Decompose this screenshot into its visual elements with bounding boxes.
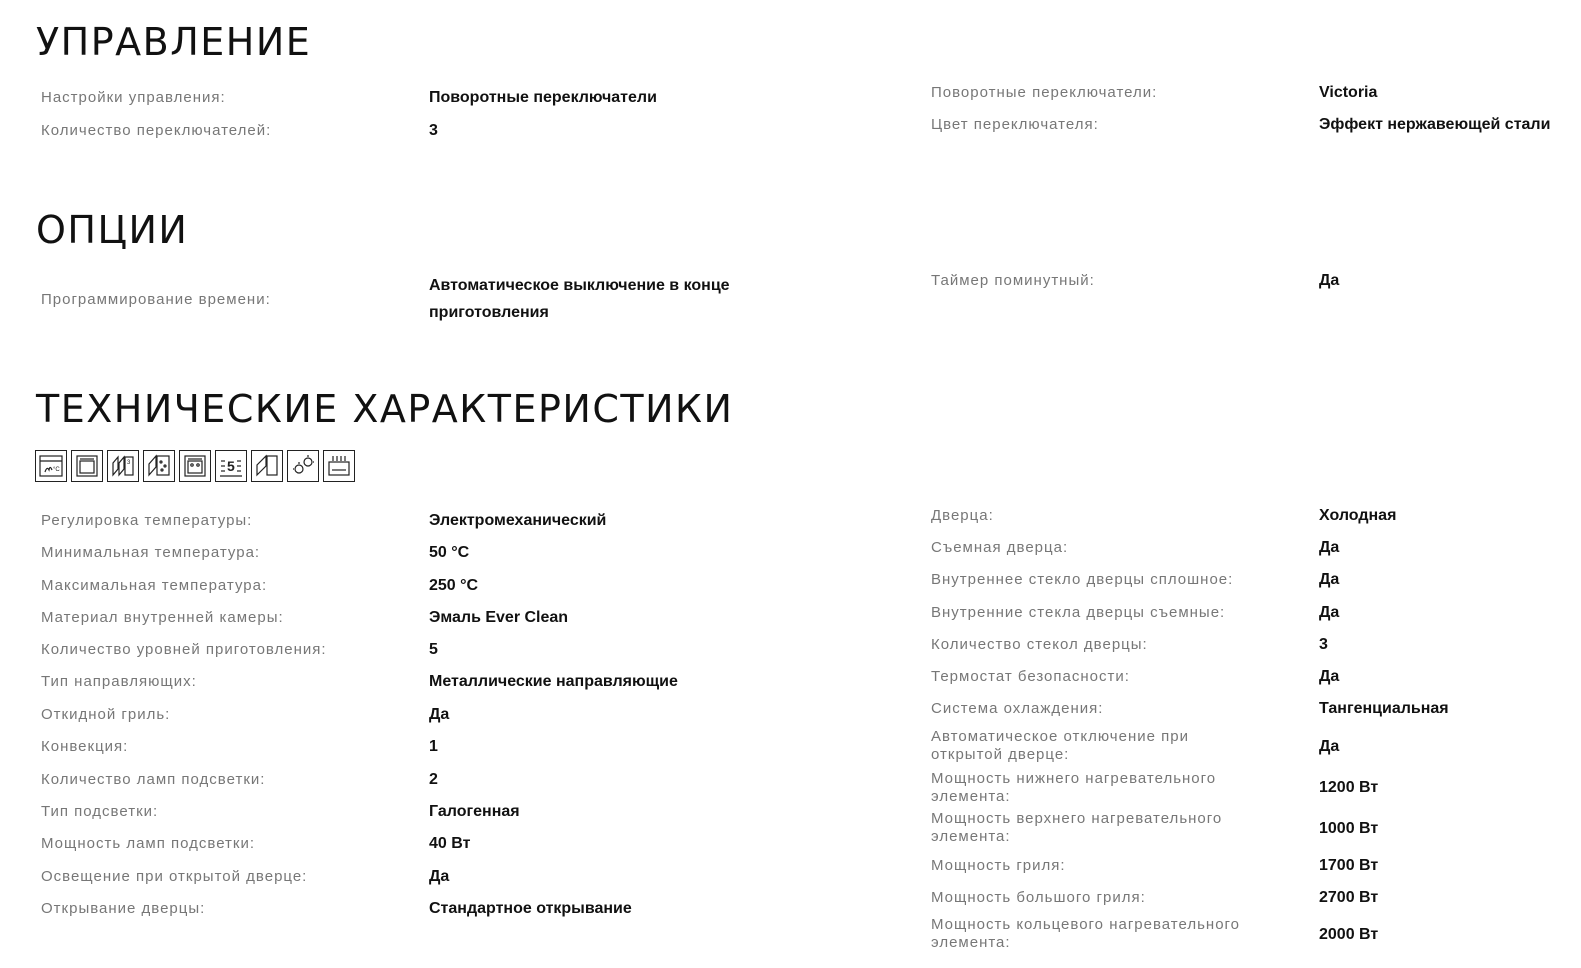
- spec-value-text: 1200 Вт: [1319, 779, 1379, 796]
- spec-label: Цвет переключателя:: [931, 115, 1099, 133]
- spec-value: [429, 604, 568, 631]
- spec-label-switch-color: [931, 111, 1099, 138]
- spec-value-text: 40 Вт: [429, 835, 471, 852]
- spec-label: [41, 507, 252, 534]
- spec-label-text: Автоматическое отключение при открытой дверце:: [931, 728, 1189, 763]
- spec-value: Автоматическое выключение в конце приготовления: [429, 277, 730, 321]
- spec-label: [41, 766, 265, 793]
- spec-value: Эффект нержавеющей стали: [1319, 116, 1551, 133]
- spec-label-minute-timer: [931, 267, 1095, 294]
- spec-value-text: 250 °C: [429, 577, 479, 594]
- spec-label: Количество переключателей:: [41, 121, 272, 139]
- spec-value-text: 3: [1319, 636, 1328, 653]
- spec-value: [1319, 921, 1378, 948]
- spec-label: [41, 895, 205, 922]
- spec-label-switch-style: [931, 79, 1157, 106]
- spec-value-text: Галогенная: [429, 803, 520, 820]
- spec-value: [429, 895, 632, 922]
- spec-label-text: Мощность гриля:: [931, 856, 1066, 874]
- spec-value: [1319, 566, 1339, 593]
- spec-value: [429, 507, 606, 534]
- spec-value: [1319, 663, 1339, 690]
- svg-text:°C: °C: [53, 467, 60, 473]
- spec-label-text: Количество уровней приготовления:: [41, 640, 327, 658]
- spec-label: Поворотные переключатели:: [931, 83, 1158, 101]
- spec-value-text: 2: [429, 771, 438, 788]
- spec-label: Программирование времени:: [41, 290, 271, 308]
- spec-label-control-settings: [41, 84, 226, 111]
- spec-value-text: 5: [429, 641, 438, 658]
- spec-label-text: Конвекция:: [41, 737, 129, 755]
- spec-value: [429, 766, 438, 793]
- spec-value: [429, 733, 438, 760]
- spec-label-text: Минимальная температура:: [41, 543, 261, 561]
- spec-value-minute-timer: [1319, 267, 1339, 294]
- section-title-control: УПРАВЛЕНИЕ: [36, 20, 312, 64]
- spec-label: [931, 728, 1261, 764]
- spec-value-text: 1000 Вт: [1319, 820, 1379, 837]
- spec-label: [41, 830, 255, 857]
- spec-label-text: Мощность ламп подсветки:: [41, 834, 256, 852]
- spec-label-text: Мощность нижнего нагревательного элемента:: [931, 770, 1217, 805]
- spec-label-text: Количество стекол дверцы:: [931, 635, 1148, 653]
- spec-label-text: Открывание дверцы:: [41, 899, 206, 917]
- section-title-options: ОПЦИИ: [36, 208, 189, 252]
- spec-label: [931, 852, 1261, 879]
- spec-value-switch-count: [429, 117, 438, 144]
- spec-label: [931, 695, 1261, 722]
- spec-label: [41, 636, 327, 663]
- spec-value-text: Эмаль Ever Clean: [429, 609, 569, 626]
- spec-value: [1319, 631, 1328, 658]
- spec-value: [429, 539, 469, 566]
- spec-value: [429, 636, 438, 663]
- spec-value: [429, 830, 470, 857]
- spec-value-switch-color: [1319, 111, 1550, 138]
- spec-value-control-settings: [429, 84, 657, 111]
- spec-label: [931, 663, 1261, 690]
- spec-value-text: 1: [429, 738, 438, 755]
- spec-label-time-programming: [41, 286, 271, 313]
- spec-value: Victoria: [1319, 84, 1378, 101]
- spec-value-time-programming: [429, 272, 759, 326]
- spec-value: [429, 572, 478, 599]
- spec-value: [429, 701, 449, 728]
- spec-label-text: Система охлаждения:: [931, 699, 1104, 717]
- spec-label: [931, 810, 1261, 846]
- spec-label: Таймер поминутный:: [931, 271, 1095, 289]
- spec-value: [1319, 852, 1378, 879]
- spec-label: [931, 566, 1261, 593]
- spec-label: [931, 534, 1261, 561]
- spec-label: [41, 733, 128, 760]
- spec-label-text: Мощность кольцевого нагревательного элемента:: [931, 916, 1241, 951]
- spec-value-text: 50 °C: [429, 544, 470, 561]
- spec-label: [931, 599, 1261, 626]
- spec-value: [1319, 733, 1339, 760]
- spec-value: 3: [429, 122, 438, 139]
- spec-value: [1319, 695, 1449, 722]
- spec-label-text: Внутреннее стекло дверцы сплошное:: [931, 570, 1234, 588]
- feature-icons: [35, 450, 355, 482]
- spec-value: [1319, 599, 1339, 626]
- spec-value-text: 2000 Вт: [1319, 926, 1379, 943]
- spec-value-text: Да: [429, 868, 450, 885]
- spec-value-text: 2700 Вт: [1319, 889, 1379, 906]
- spec-label-text: Освещение при открытой дверце:: [41, 867, 308, 885]
- spec-label: [931, 916, 1261, 952]
- spec-label: [41, 604, 284, 631]
- spec-value-text: Да: [1319, 571, 1340, 588]
- oven-light-icon: [179, 450, 211, 482]
- spec-label-text: Материал внутренней камеры:: [41, 608, 284, 626]
- spec-label-text: Количество ламп подсветки:: [41, 770, 266, 788]
- spec-label-switch-count: [41, 117, 271, 144]
- oven-door-icon: [71, 450, 103, 482]
- spec-value: [1319, 534, 1339, 561]
- spec-value: Да: [1319, 272, 1340, 289]
- spec-value: [1319, 774, 1378, 801]
- cooling-fan-icon: [287, 450, 319, 482]
- oven-3-glass-icon: [107, 450, 139, 482]
- spec-value: [429, 668, 678, 695]
- spec-label-text: Откидной гриль:: [41, 705, 171, 723]
- spec-label-text: Максимальная температура:: [41, 576, 268, 594]
- spec-value-text: Тангенциальная: [1319, 700, 1449, 717]
- spec-value: Поворотные переключатели: [429, 89, 657, 106]
- spec-label-text: Мощность верхнего нагревательного элемента:: [931, 810, 1223, 845]
- spec-label-text: Дверца:: [931, 506, 994, 524]
- spec-label-text: Тип подсветки:: [41, 802, 159, 820]
- spec-value: [1319, 502, 1396, 529]
- spec-value: [1319, 815, 1378, 842]
- section-title-tech: ТЕХНИЧЕСКИЕ ХАРАКТЕРИСТИКИ: [36, 387, 734, 431]
- spec-label: Настройки управления:: [41, 88, 226, 106]
- svg-text:3: 3: [127, 460, 131, 466]
- spec-value: [1319, 884, 1378, 911]
- 5-levels-icon: [215, 450, 247, 482]
- spec-value-text: Стандартное открывание: [429, 900, 632, 917]
- spec-label: [41, 863, 307, 890]
- spec-value-text: Да: [429, 706, 450, 723]
- spec-label: [931, 502, 1261, 529]
- svg-text:5: 5: [227, 458, 235, 474]
- spec-value-text: Да: [1319, 668, 1340, 685]
- spec-value-text: 1700 Вт: [1319, 857, 1379, 874]
- spec-label: [41, 539, 260, 566]
- spec-label: [931, 884, 1261, 911]
- oven-temp-icon: [35, 450, 67, 482]
- oven-cleaning-icon: [143, 450, 175, 482]
- spec-label: [931, 631, 1261, 658]
- spec-value: [429, 863, 449, 890]
- spec-label: [41, 668, 197, 695]
- spec-label-text: Регулировка температуры:: [41, 511, 253, 529]
- spec-label: [41, 701, 170, 728]
- spec-label-text: Тип направляющих:: [41, 672, 197, 690]
- spec-value-text: Да: [1319, 738, 1340, 755]
- spec-value-text: Да: [1319, 604, 1340, 621]
- removable-door-icon: [251, 450, 283, 482]
- heating-elements-icon: [323, 450, 355, 482]
- spec-value-switch-style: [1319, 79, 1377, 106]
- spec-label-text: Мощность большого гриля:: [931, 888, 1146, 906]
- spec-label: [931, 770, 1261, 806]
- spec-label: [41, 798, 158, 825]
- spec-label: [41, 572, 267, 599]
- spec-value-text: Холодная: [1319, 507, 1397, 524]
- spec-value-text: Да: [1319, 539, 1340, 556]
- spec-value: [429, 798, 520, 825]
- spec-value-text: Электромеханический: [429, 512, 607, 529]
- spec-label-text: Съемная дверца:: [931, 538, 1069, 556]
- spec-value-text: Металлические направляющие: [429, 673, 678, 690]
- spec-label-text: Термостат безопасности:: [931, 667, 1130, 685]
- spec-label-text: Внутренние стекла дверцы съемные:: [931, 603, 1226, 621]
